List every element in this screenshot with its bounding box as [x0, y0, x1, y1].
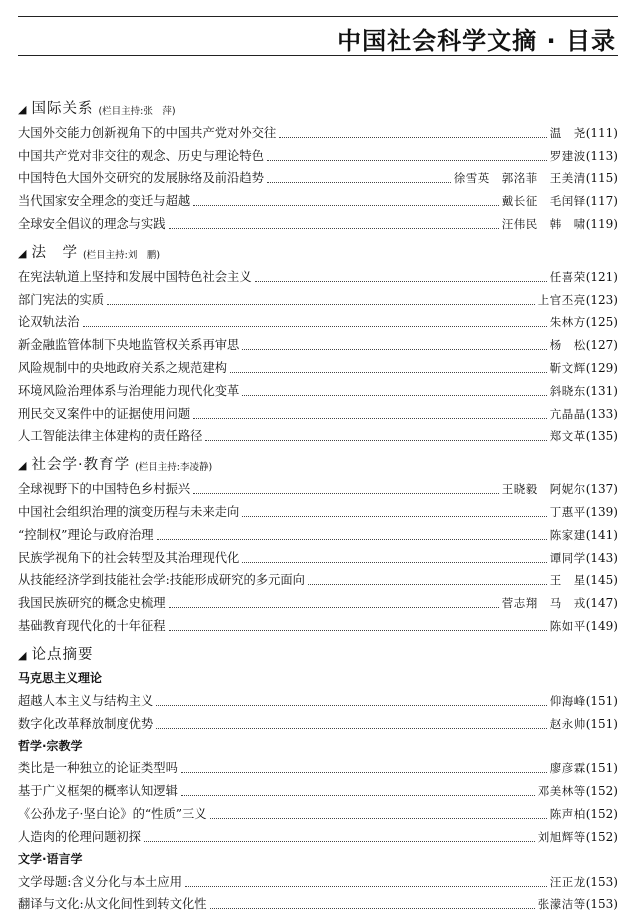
- entry-title: 基于广义框架的概率认知逻辑: [18, 784, 178, 799]
- section-heading: [18, 94, 618, 118]
- entry-author: 陈声柏: [549, 806, 586, 821]
- entry-page: (119): [585, 216, 618, 231]
- triangle-icon: ◢: [18, 246, 27, 260]
- entry-title: 中国特色大国外交研究的发展脉络及前沿趋势: [18, 171, 264, 186]
- entry-title: 中国社会组织治理的演变历程与未来走向: [18, 504, 240, 519]
- section-title: 社会学·教育学: [31, 457, 131, 474]
- entry-page: (117): [585, 194, 618, 209]
- entry-author: 温 尧: [549, 125, 586, 140]
- dot-leader: [308, 584, 547, 585]
- entry-author: 汪伟民 韩 啸: [501, 216, 586, 231]
- toc-entry[interactable]: [18, 520, 618, 543]
- entry-author: 谭同学: [549, 550, 586, 565]
- dot-leader: [210, 908, 535, 909]
- toc-entry[interactable]: [18, 353, 618, 376]
- entry-author: 王晓毅 阿妮尔: [501, 482, 586, 497]
- section-title: 法 学: [31, 244, 78, 261]
- entry-author: 郑文革: [549, 429, 586, 444]
- entry-author: 汪正龙: [549, 874, 586, 889]
- dot-leader: [157, 539, 547, 540]
- toc-entry[interactable]: [18, 543, 618, 566]
- section-host: (栏目主持:刘 鹏): [82, 249, 161, 261]
- entry-page: (111): [585, 125, 618, 140]
- toc-entry[interactable]: [18, 209, 618, 232]
- entry-title: 新金融监管体制下央地监管权关系再审思: [18, 338, 240, 353]
- triangle-icon: ◢: [18, 103, 27, 116]
- toc-entry[interactable]: [18, 141, 618, 164]
- entry-title: 文学母题:含义分化与本土应用: [18, 874, 183, 889]
- dot-leader: [144, 841, 535, 842]
- dot-leader: [242, 395, 546, 396]
- page-title: 中国社会科学文摘 · 目录: [337, 27, 616, 55]
- entry-author: 王 星: [549, 573, 586, 588]
- entry-author: 赵永帅: [549, 716, 586, 731]
- entry-title: 环境风险治理体系与治理能力现代化变革: [18, 383, 240, 398]
- entry-page: (121): [585, 269, 618, 284]
- entry-page: (151): [585, 716, 618, 731]
- entry-page: (133): [585, 406, 618, 421]
- entry-author: 上官丕亮: [537, 292, 586, 307]
- entry-title: 风险规制中的央地政府关系之规范建构: [18, 360, 228, 375]
- section-heading: [18, 450, 618, 474]
- toc-entry[interactable]: [18, 867, 618, 890]
- dot-leader: [242, 562, 546, 563]
- toc-entry[interactable]: [18, 686, 618, 709]
- entry-author: 陈如平: [549, 618, 586, 633]
- entry-page: (125): [585, 315, 618, 330]
- dot-leader: [193, 418, 547, 419]
- entry-page: (145): [585, 573, 618, 588]
- toc-entry[interactable]: [18, 262, 618, 285]
- entry-title: “控制权”理论与政府治理: [18, 527, 154, 542]
- dot-leader: [210, 818, 547, 819]
- entry-page: (127): [585, 338, 618, 353]
- entry-title: 类比是一种独立的论证类型吗: [18, 761, 178, 776]
- entry-author: 朱林方: [549, 315, 586, 330]
- entry-page: (153): [585, 874, 618, 889]
- dot-leader: [242, 516, 546, 517]
- dot-leader: [169, 228, 499, 229]
- toc-entry[interactable]: [18, 822, 618, 845]
- entry-page: (131): [585, 383, 618, 398]
- dot-leader: [193, 205, 499, 206]
- entry-title: 论双轨法治: [18, 315, 80, 330]
- dot-leader: [193, 493, 499, 494]
- dot-leader: [242, 349, 546, 350]
- toc-entry[interactable]: [18, 611, 618, 634]
- dot-leader: [156, 728, 546, 729]
- dot-leader: [230, 372, 547, 373]
- entry-title: 我国民族研究的概念史梳理: [18, 596, 166, 611]
- toc-entry[interactable]: [18, 308, 618, 331]
- entry-page: (113): [585, 148, 618, 163]
- toc-entry[interactable]: [18, 588, 618, 611]
- entry-author: 徐雪英 郭洺菲 王美清: [453, 171, 586, 186]
- toc-entry[interactable]: [18, 376, 618, 399]
- toc-entry[interactable]: [18, 186, 618, 209]
- dot-leader: [156, 705, 546, 706]
- subsection-title: 马克思主义理论: [18, 670, 103, 685]
- dot-leader: [255, 281, 547, 282]
- toc-entry[interactable]: [18, 285, 618, 308]
- entry-title: 当代国家安全理念的变迁与超越: [18, 194, 191, 209]
- entry-page: (123): [585, 292, 618, 307]
- entry-title: 从技能经济学到技能社会学:技能形成研究的多元面向: [18, 573, 305, 588]
- entry-author: 仰海峰: [549, 693, 586, 708]
- entry-page: (147): [585, 596, 618, 611]
- entry-page: (139): [585, 504, 618, 519]
- dot-leader: [169, 607, 499, 608]
- dot-leader: [83, 326, 547, 327]
- entry-title: 全球安全倡议的理念与实践: [18, 216, 166, 231]
- section-heading: [18, 238, 618, 262]
- entry-title: 基础教育现代化的十年征程: [18, 618, 166, 633]
- toc-entry[interactable]: [18, 164, 618, 187]
- entry-author: 邓美林等: [537, 784, 586, 799]
- entry-page: (152): [585, 829, 618, 844]
- dot-leader: [267, 182, 451, 183]
- entry-page: (149): [585, 618, 618, 633]
- dot-leader: [169, 630, 547, 631]
- entry-page: (135): [585, 429, 618, 444]
- entry-title: 民族学视角下的社会转型及其治理现代化: [18, 550, 240, 565]
- dot-leader: [181, 795, 535, 796]
- entry-author: 张濛洁等: [537, 897, 586, 912]
- section-host: (栏目主持:李凌静): [135, 462, 213, 474]
- toc-entry[interactable]: [18, 754, 618, 777]
- entry-page: (151): [585, 761, 618, 776]
- toc-entry[interactable]: [18, 497, 618, 520]
- entry-author: 丁惠平: [549, 504, 586, 519]
- page-header: [18, 16, 618, 56]
- entry-title: 《公孙龙子·坚白论》的“性质”三义: [18, 806, 207, 821]
- toc-entry[interactable]: [18, 566, 618, 589]
- entry-title: 全球视野下的中国特色乡村振兴: [18, 482, 191, 497]
- entry-author: 任喜荣: [549, 269, 586, 284]
- toc-entry[interactable]: [18, 474, 618, 497]
- entry-page: (141): [585, 527, 618, 542]
- dot-leader: [181, 772, 547, 773]
- entry-author: 菅志翔 马 戎: [501, 596, 586, 611]
- entry-title: 在宪法轨道上坚持和发展中国特色社会主义: [18, 269, 252, 284]
- dot-leader: [267, 160, 547, 161]
- entry-author: 罗建波: [549, 148, 586, 163]
- section-title: 国际关系: [31, 101, 94, 117]
- toc-entry[interactable]: [18, 422, 618, 445]
- entry-author: 廖彦霖: [549, 761, 586, 776]
- entry-title: 大国外交能力创新视角下的中国共产党对外交往: [18, 125, 277, 140]
- entry-author: 靳文辉: [549, 360, 586, 375]
- dot-leader: [185, 886, 547, 887]
- entry-title: 人造肉的伦理问题初探: [18, 829, 141, 844]
- section-host: (栏目主持:张 萍): [98, 106, 176, 117]
- entry-author: 杨 松: [549, 338, 586, 353]
- dot-leader: [279, 137, 546, 138]
- entry-title: 超越人本主义与结构主义: [18, 693, 154, 708]
- subsection-title: 哲学·宗教学: [18, 738, 83, 753]
- dot-leader: [205, 440, 546, 441]
- entry-title: 部门宪法的实质: [18, 292, 105, 307]
- entry-author: 亢晶晶: [549, 406, 586, 421]
- entry-page: (152): [585, 784, 618, 799]
- toc-entry[interactable]: [18, 330, 618, 353]
- section-heading: [18, 640, 618, 664]
- toc-entry[interactable]: [18, 890, 618, 913]
- entry-title: 中国共产党对非交往的观念、历史与理论特色: [18, 148, 264, 163]
- toc-entry[interactable]: [18, 118, 618, 141]
- entry-title: 数字化改革释放制度优势: [18, 716, 154, 731]
- entry-title: 翻译与文化:从文化间性到转文化性: [18, 897, 207, 912]
- entry-author: 斜晓东: [549, 383, 586, 398]
- toc-content: [18, 94, 618, 912]
- triangle-icon: ◢: [18, 459, 27, 473]
- dot-leader: [107, 304, 535, 305]
- entry-title: 刑民交叉案件中的证据使用问题: [18, 406, 191, 421]
- entry-page: (115): [585, 171, 618, 186]
- toc-entry[interactable]: [18, 399, 618, 422]
- entry-page: (151): [585, 693, 618, 708]
- toc-entry[interactable]: [18, 799, 618, 822]
- entry-page: (137): [585, 482, 618, 497]
- entry-page: (143): [585, 550, 618, 565]
- entry-page: (152): [585, 806, 618, 821]
- entry-author: 戴长征 毛闰铎: [501, 194, 586, 209]
- section-title: 论点摘要: [31, 646, 94, 663]
- subsection-title: 文学·语言学: [18, 851, 83, 866]
- triangle-icon: ◢: [18, 648, 27, 662]
- toc-entry[interactable]: [18, 776, 618, 799]
- toc-entry[interactable]: [18, 709, 618, 732]
- entry-author: 陈家建: [549, 527, 586, 542]
- entry-author: 刘旭辉等: [537, 829, 586, 844]
- entry-title: 人工智能法律主体建构的责任路径: [18, 429, 203, 444]
- entry-page: (153): [585, 897, 618, 912]
- entry-page: (129): [585, 360, 618, 375]
